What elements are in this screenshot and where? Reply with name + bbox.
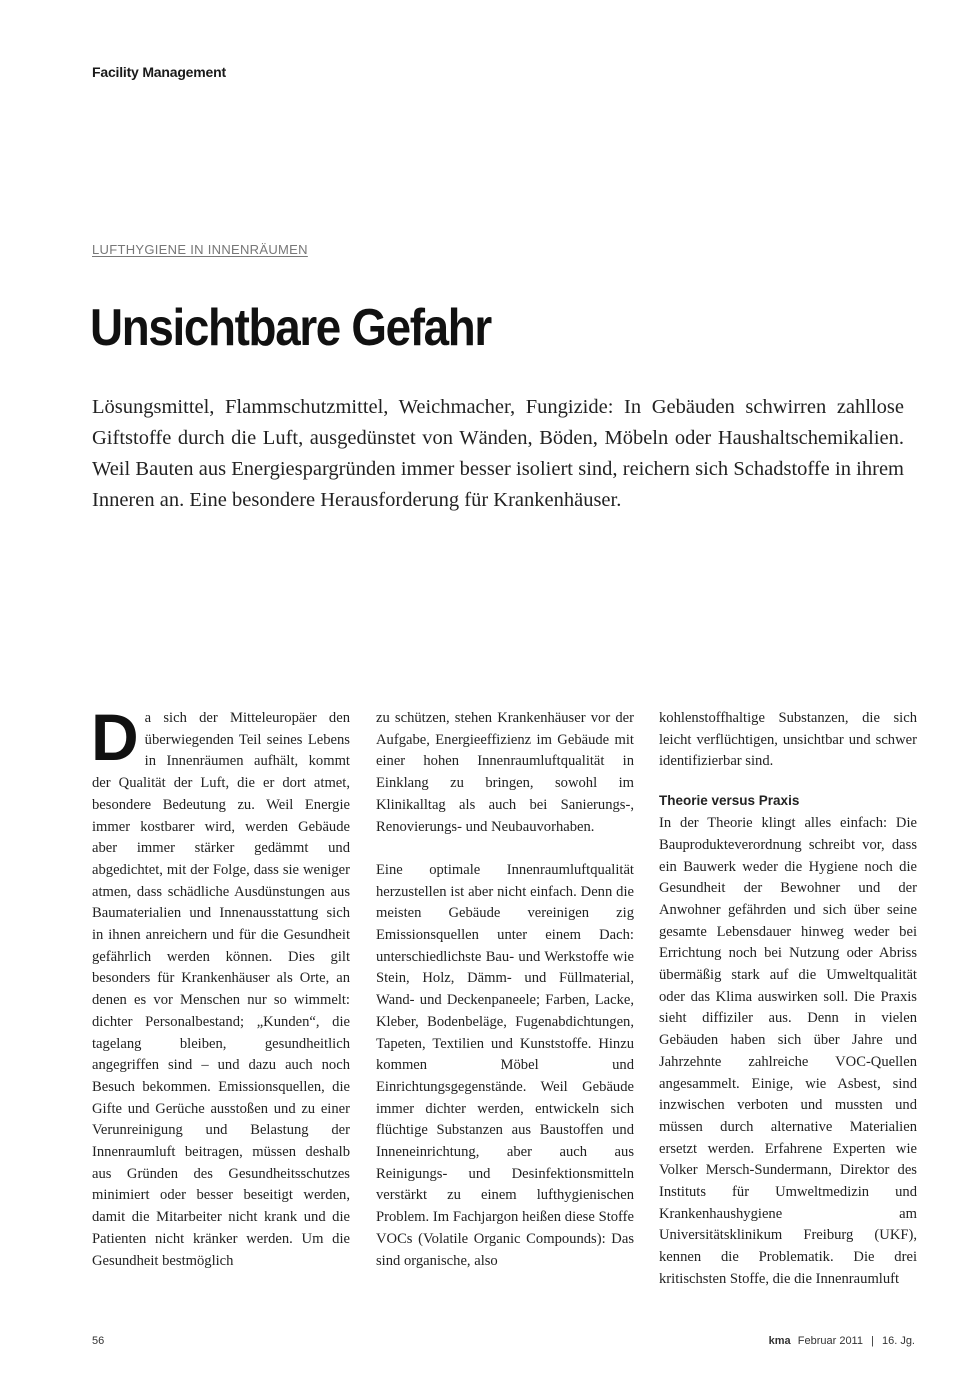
text-column-3 <box>659 708 917 1291</box>
footer-info <box>769 1335 915 1347</box>
subheading: Theorie versus Praxis <box>659 793 800 809</box>
article-title: Unsichtbare Gefahr <box>90 299 491 357</box>
article-lead: Lösungsmittel, Flammschutzmittel, Weichmacher, Fungizide: In Gebäuden schwirren zahllose Giftstoffe durch die Luft, ausgedünstet von Wänden, Böden, Möbeln oder Haushaltschemikalien. Weil Bauten aus Energiespargründen immer besser isoliert sind, reichern sich Schadstoffe in ihrem Inneren an. Eine besondere Herausforderung für Krankenhäuser. <box>92 396 904 511</box>
magazine-brand: kma <box>768 1335 791 1347</box>
body-paragraph <box>91 700 350 1272</box>
issue-date: Februar 2011 <box>797 1335 863 1347</box>
text-column-2 <box>376 708 634 1272</box>
paragraph-text: a sich der Mitteleuropäer den überwiegenden Teil seines Lebens in Innenräumen aufhält, kommt der Qualität der Luft, die er dort atmet, besondere Bedeutung zu. Weil Energie immer kostbarer wird, werden Gebäude aber immer stärker gedämmt und abgedichtet, mit der Folge, dass sie weniger atmen, dass schädliche Ausdünstungen aus Baumaterialien und Innenausstattung sich in ihnen anreichern und für die Gesundheit gefährlich werden können. Dies gilt besonders für Krankenhäuser als Orte, an denen es vor Menschen nur so wimmelt: dichter Personalbestand; „Kunden“, die tagelang bleiben, gesundheitlich angegriffen sind – und dazu auch noch Besuch bekommen. Emissionsquellen, die Gifte und Gerüche ausstoßen und zu einer Verunreinigung und Belastung der Innenraumluft beitragen, müssen deshalb aus Gründen des Gesundheitsschutzes minimiert oder besser beseitigt werden, damit die Mitarbeiter nicht krank und die Patienten nicht kränker werden. Um die Gesundheit bestmöglich <box>92 710 350 1269</box>
body-paragraph: kohlenstoffhaltige Substanzen, die sich leicht verflüchtigen, unsichtbar und schwer identifizierbar sind. <box>659 710 917 770</box>
body-paragraph: zu schützen, stehen Krankenhäuser vor der Aufgabe, Energieeffizienz im Gebäude mit einer hohen Innenraumluftqualität in Einklang zu bringen, sowohl im Klinikalltag als auch bei Sanierungs-, Renovierungs- und Neubauvorhaben. <box>376 710 634 835</box>
body-paragraph: In der Theorie klingt alles einfach: Die Bauprodukteverordnung schreibt vor, dass ein Bauwerk weder die Hygiene noch die Gesundheit der Bewohner und der Anwohner gefährden und sich über seine gesamte Lebensdauer hinweg weder bei Errichtung noch bei Nutzung oder Abriss übermäßig stark auf die Umweltqualität oder das Klima auswirken soll. Die Praxis sieht diffiziler aus. Denn in vielen Gebäuden haben sich über Jahre und Jahrzehnte zahlreiche VOC-Quellen angesammelt. Einige, wie Asbest, sind inzwischen verboten und mussten und müssen durch alternative Materialien ersetzt werden. Erfahrene Experten wie Volker Mersch-Sundermann, Direktor des Instituts für Umweltmedizin und Krankenhaushygiene am Universitätsklinikum Freiburg (UKF), kennen die Problematik. Die drei kritischsten Stoffe, die die Innenraumluft <box>659 815 917 1287</box>
text-column-1 <box>91 700 350 1272</box>
footer-separator: | <box>871 1335 874 1347</box>
article-kicker: LUFTHYGIENE IN INNENRÄUMEN <box>92 242 308 257</box>
volume: 16. Jg. <box>881 1335 915 1347</box>
page-number: 56 <box>92 1335 105 1347</box>
body-paragraph: Eine optimale Innenraumluftqualität herzustellen ist aber nicht einfach. Denn die meisten Gebäude vereinigen zig Emissionsquellen unter einem Dach: unterschiedlichste Bau- und Werkstoffe wie Stein, Holz, Dämm- und Füllmaterial, Wand- und Deckenpaneele; Farben, Lacke, Kleber, Bodenbeläge, Fugenabdichtungen, Tapeten, Textilien und Kunststoffe. Hinzu kommen Möbel und Einrichtungsgegenstände. Weil Gebäude immer dichter werden, entwickeln sich flüchtige Substanzen aus Baustoffen und Inneneinrichtung, aber auch aus Reinigungs- und Desinfektionsmitteln verstärkt zu einem lufthygienischen Problem. Im Fachjargon heißen diese Stoffe VOCs (Volatile Organic Compounds): Das sind organische, also <box>376 861 634 1269</box>
drop-cap: D <box>91 700 139 774</box>
section-label: Facility Management <box>92 64 226 80</box>
